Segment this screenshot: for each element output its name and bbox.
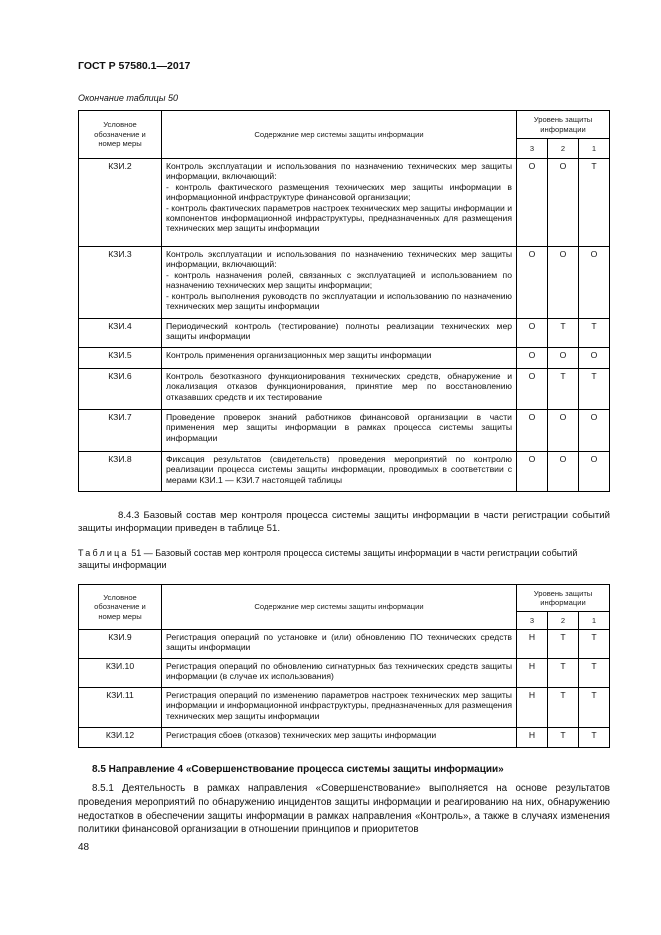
- level-1-value: Т: [579, 688, 610, 728]
- table-row: [79, 348, 610, 369]
- level-2-value: О: [548, 348, 579, 369]
- level-1-value: Т: [579, 630, 610, 659]
- measure-code: КЗИ.2: [79, 159, 162, 247]
- measure-description: Контроль эксплуатации и использования по назначению технических мер защиты информации, включающий: - контроль фактического размещения технических мер защиты информации в информационной инфраструктуре финансовой организации; - контроль фактических параметров настроек технических мер защиты информации и компонентов информационной инфраструктуры, предназначенных для размещения технических мер защиты информации: [162, 159, 517, 247]
- measure-description: Проведение проверок знаний работников финансовой организации в части применения мер защиты информации в рамках процесса системы защиты информации: [162, 410, 517, 452]
- measure-code: КЗИ.10: [79, 659, 162, 688]
- table-51-header-level: Уровень защиты информации: [517, 585, 610, 612]
- measure-description: Периодический контроль (тестирование) полноты реализации технических мер защиты информации: [162, 319, 517, 348]
- table-51-level-3: 3: [517, 612, 548, 630]
- table-50-level-1: 1: [579, 139, 610, 159]
- level-3-value: О: [517, 369, 548, 410]
- level-2-value: О: [548, 452, 579, 492]
- level-3-value: О: [517, 410, 548, 452]
- measure-description: Регистрация операций по установке и (или) обновлению ПО технических средств защиты информации: [162, 630, 517, 659]
- table-row: [79, 659, 610, 688]
- measure-code: КЗИ.4: [79, 319, 162, 348]
- level-2-value: Т: [548, 319, 579, 348]
- level-3-value: Н: [517, 688, 548, 728]
- level-2-value: Т: [548, 630, 579, 659]
- level-2-value: Т: [548, 728, 579, 748]
- level-1-value: О: [579, 348, 610, 369]
- table-row: [79, 688, 610, 728]
- table-51-caption-text: 51 — Базовый состав мер контроля процесса системы защиты информации в части регистрации событий защиты информации: [78, 548, 578, 570]
- table-51-header-code: Условное обозначение и номер меры: [79, 585, 162, 630]
- level-1-value: Т: [579, 369, 610, 410]
- level-1-value: О: [579, 247, 610, 319]
- measure-code: КЗИ.7: [79, 410, 162, 452]
- level-3-value: Н: [517, 630, 548, 659]
- level-1-value: О: [579, 452, 610, 492]
- level-2-value: Т: [548, 659, 579, 688]
- table-51-caption-label: Таблица: [78, 548, 129, 558]
- level-1-value: Т: [579, 319, 610, 348]
- table-50-header-level: Уровень защиты информации: [517, 111, 610, 139]
- measure-code: КЗИ.3: [79, 247, 162, 319]
- measure-description: Контроль эксплуатации и использования по назначению технических мер защиты информации, включающий: - контроль назначения ролей, связанных с эксплуатацией и использованием по назначению технических мер защиты информации; - контроль выполнения руководств по эксплуатации и использованию по назначению технических мер защиты информации: [162, 247, 517, 319]
- level-1-value: Т: [579, 159, 610, 247]
- level-2-value: О: [548, 410, 579, 452]
- measure-description: Регистрация сбоев (отказов) технических мер защиты информации: [162, 728, 517, 748]
- measure-description: Регистрация операций по обновлению сигнатурных баз технических средств защиты информации (в случае их использования): [162, 659, 517, 688]
- level-3-value: О: [517, 348, 548, 369]
- measure-code: КЗИ.12: [79, 728, 162, 748]
- table-50-header-code: Условное обозначение и номер меры: [79, 111, 162, 159]
- measure-description: Контроль безотказного функционирования технических средств, обнаружение и локализация отказов функционирования, принятие мер по восстановлению отказавших средств и их тестирование: [162, 369, 517, 410]
- measure-code: КЗИ.8: [79, 452, 162, 492]
- table-row: [79, 728, 610, 748]
- table-51-level-2: 2: [548, 612, 579, 630]
- table-50-header-content: Содержание мер системы защиты информации: [162, 111, 517, 159]
- level-2-value: Т: [548, 369, 579, 410]
- level-2-value: Т: [548, 688, 579, 728]
- table-51-header-content: Содержание мер системы защиты информации: [162, 585, 517, 630]
- paragraph-8-4-3: 8.4.3 Базовый состав мер контроля процесса системы защиты информации в части регистрации событий защиты информации приведен в таблице 51.: [78, 510, 610, 534]
- page-number: 48: [78, 842, 90, 853]
- level-1-value: О: [579, 410, 610, 452]
- measure-code: КЗИ.9: [79, 630, 162, 659]
- level-2-value: О: [548, 159, 579, 247]
- table-51: [78, 584, 610, 748]
- table-row: [79, 410, 610, 452]
- measure-description: Контроль применения организационных мер защиты информации: [162, 348, 517, 369]
- table-50: [78, 110, 610, 492]
- level-1-value: Т: [579, 659, 610, 688]
- table-row: [79, 159, 610, 247]
- table-50-level-2: 2: [548, 139, 579, 159]
- table-row: [79, 369, 610, 410]
- level-3-value: О: [517, 319, 548, 348]
- table-row: [79, 630, 610, 659]
- table-row: [79, 319, 610, 348]
- measure-code: КЗИ.5: [79, 348, 162, 369]
- standard-code: ГОСТ Р 57580.1—2017: [78, 60, 191, 72]
- measure-code: КЗИ.11: [79, 688, 162, 728]
- table-51-caption: [78, 547, 610, 571]
- table-row: [79, 247, 610, 319]
- measure-description: Фиксация результатов (свидетельств) проведения мероприятий по контролю реализации процесса системы защиты информации, проводимых в соответствии с мерами КЗИ.1 — КЗИ.7 настоящей таблицы: [162, 452, 517, 492]
- level-1-value: Т: [579, 728, 610, 748]
- level-3-value: О: [517, 452, 548, 492]
- table-50-level-3: 3: [517, 139, 548, 159]
- level-3-value: О: [517, 159, 548, 247]
- table-51-level-1: 1: [579, 612, 610, 630]
- level-3-value: Н: [517, 659, 548, 688]
- table-row: [79, 452, 610, 492]
- paragraph-8-5-1: 8.5.1 Деятельность в рамках направления «Совершенствование» выполняется на основе результатов проведения мероприятий по обнаружению инцидентов защиты информации и реагированию на них, обнаружению недостатков в обеспечении защиты информации в рамках направления «Контроль», а также в случаях изменения политики финансовой организации в отношении принципов и приоритетов: [78, 783, 610, 836]
- measure-description: Регистрация операций по изменению параметров настроек технических мер защиты информации и информационной инфраструктуры, предназначенных для размещения технических мер защиты информации: [162, 688, 517, 728]
- measure-code: КЗИ.6: [79, 369, 162, 410]
- table-50-caption: Окончание таблицы 50: [78, 93, 178, 103]
- level-3-value: Н: [517, 728, 548, 748]
- section-8-5-title: 8.5 Направление 4 «Совершенствование процесса системы защиты информации»: [92, 764, 504, 775]
- level-2-value: О: [548, 247, 579, 319]
- level-3-value: О: [517, 247, 548, 319]
